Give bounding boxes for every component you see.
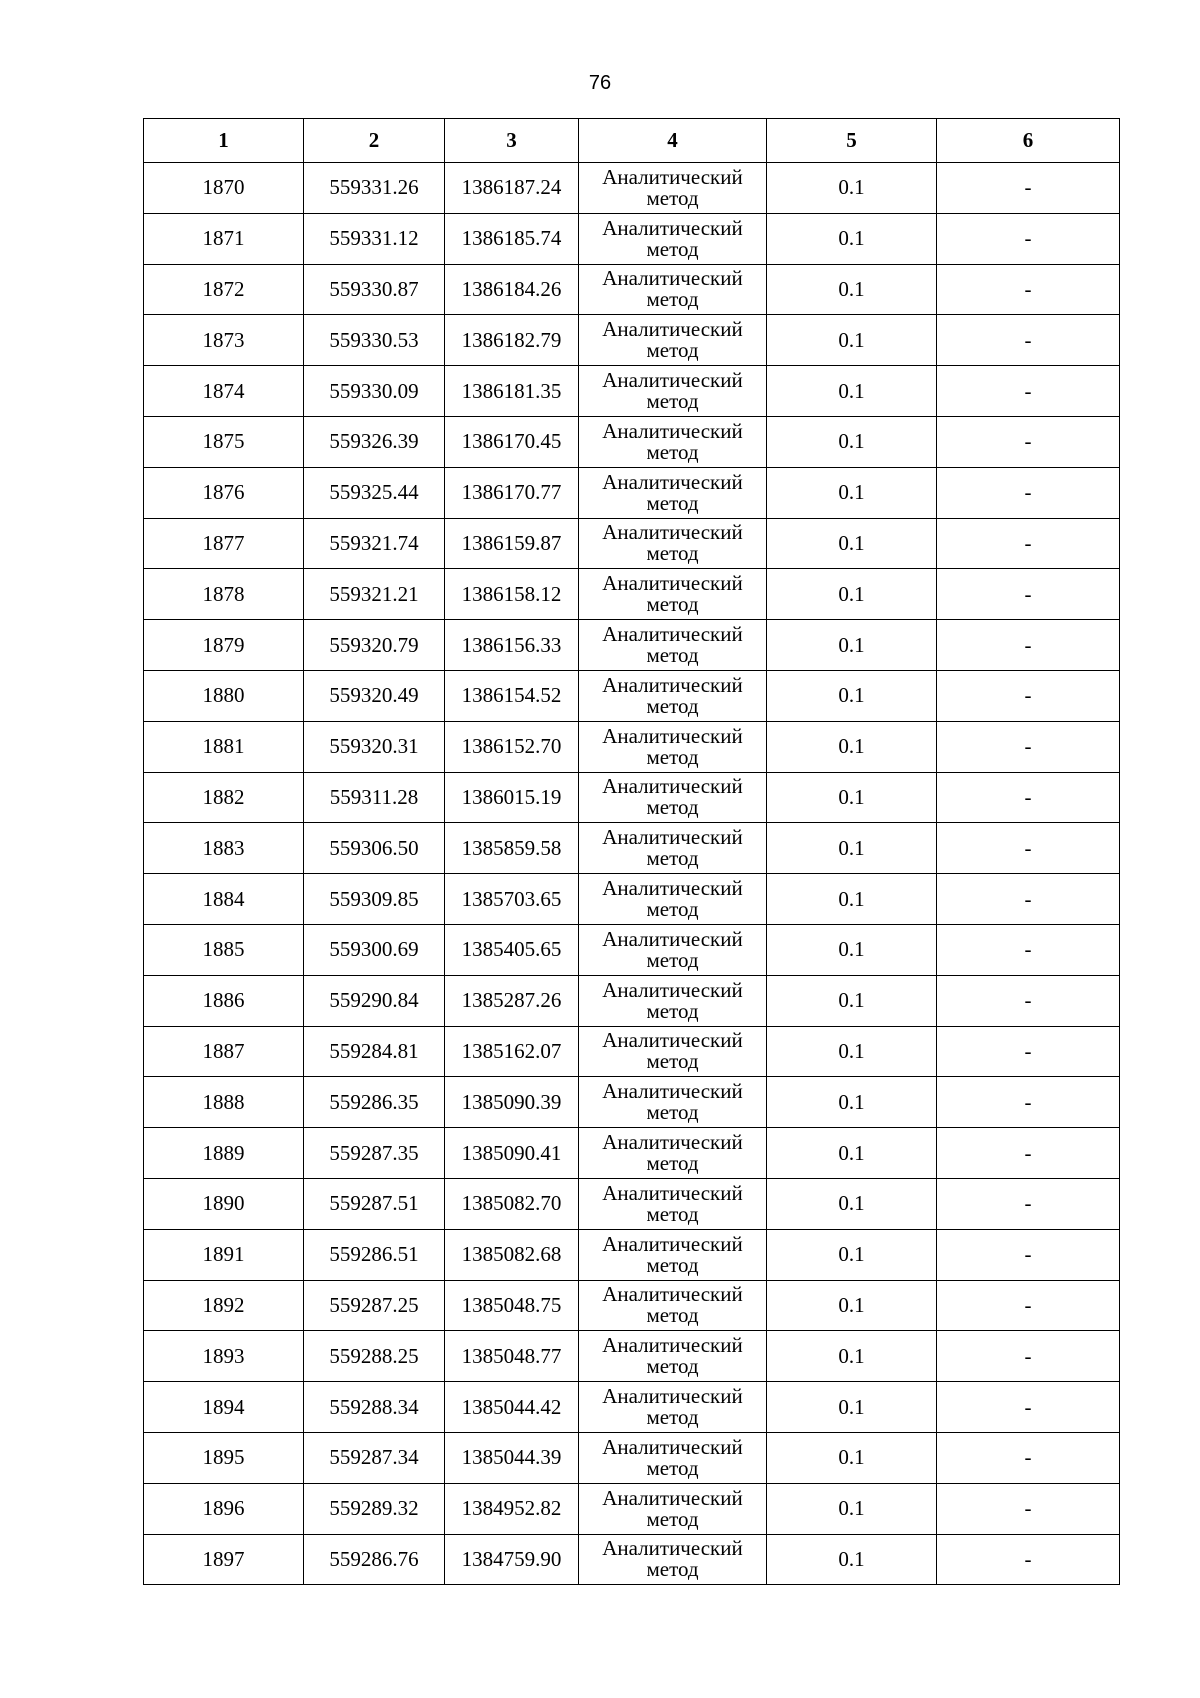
accuracy-cell: 0.1	[767, 721, 937, 772]
note-cell: -	[937, 1382, 1120, 1433]
table-row	[144, 1534, 1120, 1585]
method-line-1: Аналитический	[602, 1485, 743, 1510]
note-cell: -	[937, 772, 1120, 823]
y-coordinate-cell: 1385405.65	[445, 924, 579, 975]
y-coordinate-cell: 1385044.39	[445, 1432, 579, 1483]
x-coordinate-cell: 559321.21	[304, 569, 445, 620]
method-line-2: метод	[646, 693, 699, 718]
note-cell: -	[937, 315, 1120, 366]
method-line-2: метод	[646, 541, 699, 566]
y-coordinate-cell: 1384759.90	[445, 1534, 579, 1585]
method-line-2: метод	[646, 795, 699, 820]
table-row	[144, 518, 1120, 569]
method-line-2: метод	[646, 1455, 699, 1480]
x-coordinate-cell: 559331.12	[304, 213, 445, 264]
y-coordinate-cell: 1384952.82	[445, 1483, 579, 1534]
method-cell	[579, 823, 767, 874]
method-line-2: метод	[646, 389, 699, 414]
method-line-1: Аналитический	[602, 1130, 743, 1155]
method-line-1: Аналитический	[602, 1384, 743, 1409]
method-line-2: метод	[646, 287, 699, 312]
x-coordinate-cell: 559330.87	[304, 264, 445, 315]
method-line-1: Аналитический	[602, 622, 743, 647]
accuracy-cell: 0.1	[767, 315, 937, 366]
method-line-2: метод	[646, 1405, 699, 1430]
method-cell	[579, 1280, 767, 1331]
note-cell: -	[937, 620, 1120, 671]
method-cell	[579, 366, 767, 417]
y-coordinate-cell: 1386154.52	[445, 670, 579, 721]
method-line-2: метод	[646, 1303, 699, 1328]
note-cell: -	[937, 1432, 1120, 1483]
table-header-row	[144, 119, 1120, 163]
note-cell: -	[937, 1077, 1120, 1128]
x-coordinate-cell: 559288.34	[304, 1382, 445, 1433]
accuracy-cell: 0.1	[767, 518, 937, 569]
y-coordinate-cell: 1386181.35	[445, 366, 579, 417]
table-row	[144, 772, 1120, 823]
point-number-cell: 1884	[144, 874, 304, 925]
method-line-2: метод	[646, 592, 699, 617]
method-cell	[579, 264, 767, 315]
method-line-1: Аналитический	[602, 520, 743, 545]
note-cell: -	[937, 924, 1120, 975]
point-number-cell: 1897	[144, 1534, 304, 1585]
accuracy-cell: 0.1	[767, 1178, 937, 1229]
method-cell	[579, 416, 767, 467]
point-number-cell: 1885	[144, 924, 304, 975]
method-line-1: Аналитический	[602, 266, 743, 291]
accuracy-cell: 0.1	[767, 163, 937, 214]
method-cell	[579, 1534, 767, 1585]
method-cell	[579, 569, 767, 620]
y-coordinate-cell: 1386015.19	[445, 772, 579, 823]
y-coordinate-cell: 1385082.68	[445, 1229, 579, 1280]
method-cell	[579, 620, 767, 671]
method-cell	[579, 1331, 767, 1382]
table-row	[144, 1077, 1120, 1128]
method-line-2: метод	[646, 1100, 699, 1125]
accuracy-cell: 0.1	[767, 772, 937, 823]
accuracy-cell: 0.1	[767, 467, 937, 518]
table-row	[144, 1229, 1120, 1280]
x-coordinate-cell: 559286.35	[304, 1077, 445, 1128]
column-header: 4	[579, 119, 767, 163]
method-cell	[579, 163, 767, 214]
method-line-1: Аналитический	[602, 1282, 743, 1307]
table-row	[144, 1026, 1120, 1077]
column-header: 1	[144, 119, 304, 163]
y-coordinate-cell: 1385082.70	[445, 1178, 579, 1229]
table-row	[144, 1280, 1120, 1331]
x-coordinate-cell: 559326.39	[304, 416, 445, 467]
x-coordinate-cell: 559286.51	[304, 1229, 445, 1280]
method-cell	[579, 315, 767, 366]
method-cell	[579, 1483, 767, 1534]
accuracy-cell: 0.1	[767, 1534, 937, 1585]
y-coordinate-cell: 1386170.77	[445, 467, 579, 518]
table-row	[144, 1382, 1120, 1433]
method-line-2: метод	[646, 643, 699, 668]
note-cell: -	[937, 823, 1120, 874]
y-coordinate-cell: 1386158.12	[445, 569, 579, 620]
method-line-2: метод	[646, 947, 699, 972]
accuracy-cell: 0.1	[767, 366, 937, 417]
note-cell: -	[937, 1128, 1120, 1179]
method-cell	[579, 467, 767, 518]
method-line-1: Аналитический	[602, 368, 743, 393]
method-line-2: метод	[646, 846, 699, 871]
point-number-cell: 1893	[144, 1331, 304, 1382]
table-row	[144, 1483, 1120, 1534]
method-line-2: метод	[646, 1506, 699, 1531]
method-line-1: Аналитический	[602, 1180, 743, 1205]
y-coordinate-cell: 1386187.24	[445, 163, 579, 214]
table-row	[144, 670, 1120, 721]
method-line-2: метод	[646, 1557, 699, 1582]
method-line-2: метод	[646, 897, 699, 922]
note-cell: -	[937, 1178, 1120, 1229]
method-line-1: Аналитический	[602, 215, 743, 240]
point-number-cell: 1881	[144, 721, 304, 772]
y-coordinate-cell: 1386184.26	[445, 264, 579, 315]
point-number-cell: 1886	[144, 975, 304, 1026]
method-line-2: метод	[646, 1201, 699, 1226]
point-number-cell: 1871	[144, 213, 304, 264]
note-cell: -	[937, 721, 1120, 772]
y-coordinate-cell: 1385090.41	[445, 1128, 579, 1179]
note-cell: -	[937, 1280, 1120, 1331]
x-coordinate-cell: 559287.25	[304, 1280, 445, 1331]
point-number-cell: 1882	[144, 772, 304, 823]
method-line-2: метод	[646, 490, 699, 515]
note-cell: -	[937, 975, 1120, 1026]
x-coordinate-cell: 559290.84	[304, 975, 445, 1026]
note-cell: -	[937, 1483, 1120, 1534]
table-row	[144, 975, 1120, 1026]
method-line-2: метод	[646, 185, 699, 210]
point-number-cell: 1880	[144, 670, 304, 721]
accuracy-cell: 0.1	[767, 416, 937, 467]
method-cell	[579, 874, 767, 925]
note-cell: -	[937, 1534, 1120, 1585]
point-number-cell: 1892	[144, 1280, 304, 1331]
method-cell	[579, 1026, 767, 1077]
accuracy-cell: 0.1	[767, 1280, 937, 1331]
y-coordinate-cell: 1385044.42	[445, 1382, 579, 1433]
accuracy-cell: 0.1	[767, 1128, 937, 1179]
column-header: 2	[304, 119, 445, 163]
accuracy-cell: 0.1	[767, 823, 937, 874]
x-coordinate-cell: 559300.69	[304, 924, 445, 975]
note-cell: -	[937, 874, 1120, 925]
point-number-cell: 1877	[144, 518, 304, 569]
point-number-cell: 1888	[144, 1077, 304, 1128]
method-line-2: метод	[646, 1354, 699, 1379]
table-row	[144, 366, 1120, 417]
method-line-1: Аналитический	[602, 164, 743, 189]
table-row	[144, 823, 1120, 874]
point-number-cell: 1876	[144, 467, 304, 518]
point-number-cell: 1891	[144, 1229, 304, 1280]
table-row	[144, 264, 1120, 315]
method-line-1: Аналитический	[602, 977, 743, 1002]
x-coordinate-cell: 559320.31	[304, 721, 445, 772]
method-line-1: Аналитический	[602, 774, 743, 799]
table-row	[144, 874, 1120, 925]
note-cell: -	[937, 518, 1120, 569]
method-cell	[579, 670, 767, 721]
accuracy-cell: 0.1	[767, 620, 937, 671]
accuracy-cell: 0.1	[767, 1229, 937, 1280]
x-coordinate-cell: 559331.26	[304, 163, 445, 214]
accuracy-cell: 0.1	[767, 874, 937, 925]
table-row	[144, 620, 1120, 671]
point-number-cell: 1887	[144, 1026, 304, 1077]
x-coordinate-cell: 559287.34	[304, 1432, 445, 1483]
table-body	[144, 163, 1120, 1585]
table-row	[144, 1432, 1120, 1483]
method-line-1: Аналитический	[602, 469, 743, 494]
method-line-2: метод	[646, 998, 699, 1023]
x-coordinate-cell: 559330.09	[304, 366, 445, 417]
column-header: 6	[937, 119, 1120, 163]
y-coordinate-cell: 1385859.58	[445, 823, 579, 874]
y-coordinate-cell: 1385048.77	[445, 1331, 579, 1382]
accuracy-cell: 0.1	[767, 1483, 937, 1534]
method-cell	[579, 721, 767, 772]
table-row	[144, 416, 1120, 467]
x-coordinate-cell: 559286.76	[304, 1534, 445, 1585]
method-line-1: Аналитический	[602, 571, 743, 596]
method-line-1: Аналитический	[602, 1333, 743, 1358]
accuracy-cell: 0.1	[767, 213, 937, 264]
method-cell	[579, 1229, 767, 1280]
table-row	[144, 721, 1120, 772]
y-coordinate-cell: 1386182.79	[445, 315, 579, 366]
accuracy-cell: 0.1	[767, 264, 937, 315]
x-coordinate-cell: 559325.44	[304, 467, 445, 518]
point-number-cell: 1889	[144, 1128, 304, 1179]
method-cell	[579, 1128, 767, 1179]
point-number-cell: 1894	[144, 1382, 304, 1433]
method-line-2: метод	[646, 236, 699, 261]
point-number-cell: 1874	[144, 366, 304, 417]
note-cell: -	[937, 467, 1120, 518]
accuracy-cell: 0.1	[767, 1432, 937, 1483]
method-cell	[579, 1432, 767, 1483]
point-number-cell: 1890	[144, 1178, 304, 1229]
method-line-1: Аналитический	[602, 1231, 743, 1256]
note-cell: -	[937, 1026, 1120, 1077]
y-coordinate-cell: 1385287.26	[445, 975, 579, 1026]
accuracy-cell: 0.1	[767, 1331, 937, 1382]
x-coordinate-cell: 559287.35	[304, 1128, 445, 1179]
point-number-cell: 1873	[144, 315, 304, 366]
x-coordinate-cell: 559284.81	[304, 1026, 445, 1077]
x-coordinate-cell: 559288.25	[304, 1331, 445, 1382]
method-line-1: Аналитический	[602, 1079, 743, 1104]
y-coordinate-cell: 1385090.39	[445, 1077, 579, 1128]
method-line-1: Аналитический	[602, 876, 743, 901]
accuracy-cell: 0.1	[767, 569, 937, 620]
note-cell: -	[937, 213, 1120, 264]
accuracy-cell: 0.1	[767, 670, 937, 721]
point-number-cell: 1875	[144, 416, 304, 467]
y-coordinate-cell: 1386170.45	[445, 416, 579, 467]
method-line-1: Аналитический	[602, 926, 743, 951]
accuracy-cell: 0.1	[767, 1382, 937, 1433]
accuracy-cell: 0.1	[767, 1077, 937, 1128]
method-cell	[579, 1178, 767, 1229]
x-coordinate-cell: 559287.51	[304, 1178, 445, 1229]
method-line-2: метод	[646, 1049, 699, 1074]
note-cell: -	[937, 163, 1120, 214]
table-row	[144, 315, 1120, 366]
table-row	[144, 924, 1120, 975]
method-line-1: Аналитический	[602, 1028, 743, 1053]
method-cell	[579, 975, 767, 1026]
y-coordinate-cell: 1385703.65	[445, 874, 579, 925]
page-number: 76	[588, 72, 612, 94]
note-cell: -	[937, 1229, 1120, 1280]
method-line-2: метод	[646, 338, 699, 363]
y-coordinate-cell: 1386185.74	[445, 213, 579, 264]
coordinates-table	[143, 118, 1120, 1585]
point-number-cell: 1896	[144, 1483, 304, 1534]
table-row	[144, 163, 1120, 214]
method-cell	[579, 772, 767, 823]
method-line-1: Аналитический	[602, 825, 743, 850]
y-coordinate-cell: 1385162.07	[445, 1026, 579, 1077]
method-cell	[579, 1382, 767, 1433]
note-cell: -	[937, 670, 1120, 721]
x-coordinate-cell: 559311.28	[304, 772, 445, 823]
note-cell: -	[937, 366, 1120, 417]
accuracy-cell: 0.1	[767, 975, 937, 1026]
column-header: 5	[767, 119, 937, 163]
note-cell: -	[937, 1331, 1120, 1382]
table-row	[144, 213, 1120, 264]
table-row	[144, 1178, 1120, 1229]
accuracy-cell: 0.1	[767, 1026, 937, 1077]
x-coordinate-cell: 559306.50	[304, 823, 445, 874]
note-cell: -	[937, 264, 1120, 315]
x-coordinate-cell: 559321.74	[304, 518, 445, 569]
accuracy-cell: 0.1	[767, 924, 937, 975]
method-line-2: метод	[646, 1252, 699, 1277]
method-line-2: метод	[646, 744, 699, 769]
table-row	[144, 569, 1120, 620]
x-coordinate-cell: 559309.85	[304, 874, 445, 925]
method-line-1: Аналитический	[602, 672, 743, 697]
method-line-2: метод	[646, 439, 699, 464]
note-cell: -	[937, 569, 1120, 620]
method-cell	[579, 1077, 767, 1128]
point-number-cell: 1883	[144, 823, 304, 874]
point-number-cell: 1879	[144, 620, 304, 671]
y-coordinate-cell: 1385048.75	[445, 1280, 579, 1331]
method-line-1: Аналитический	[602, 1536, 743, 1561]
method-cell	[579, 213, 767, 264]
note-cell: -	[937, 416, 1120, 467]
x-coordinate-cell: 559289.32	[304, 1483, 445, 1534]
point-number-cell: 1872	[144, 264, 304, 315]
method-line-1: Аналитический	[602, 1434, 743, 1459]
table-row	[144, 1128, 1120, 1179]
point-number-cell: 1895	[144, 1432, 304, 1483]
method-line-2: метод	[646, 1151, 699, 1176]
y-coordinate-cell: 1386156.33	[445, 620, 579, 671]
method-line-1: Аналитический	[602, 317, 743, 342]
column-header: 3	[445, 119, 579, 163]
y-coordinate-cell: 1386152.70	[445, 721, 579, 772]
point-number-cell: 1878	[144, 569, 304, 620]
y-coordinate-cell: 1386159.87	[445, 518, 579, 569]
x-coordinate-cell: 559320.79	[304, 620, 445, 671]
x-coordinate-cell: 559320.49	[304, 670, 445, 721]
point-number-cell: 1870	[144, 163, 304, 214]
method-cell	[579, 518, 767, 569]
table-row	[144, 467, 1120, 518]
method-line-1: Аналитический	[602, 418, 743, 443]
table-row	[144, 1331, 1120, 1382]
x-coordinate-cell: 559330.53	[304, 315, 445, 366]
method-line-1: Аналитический	[602, 723, 743, 748]
method-cell	[579, 924, 767, 975]
